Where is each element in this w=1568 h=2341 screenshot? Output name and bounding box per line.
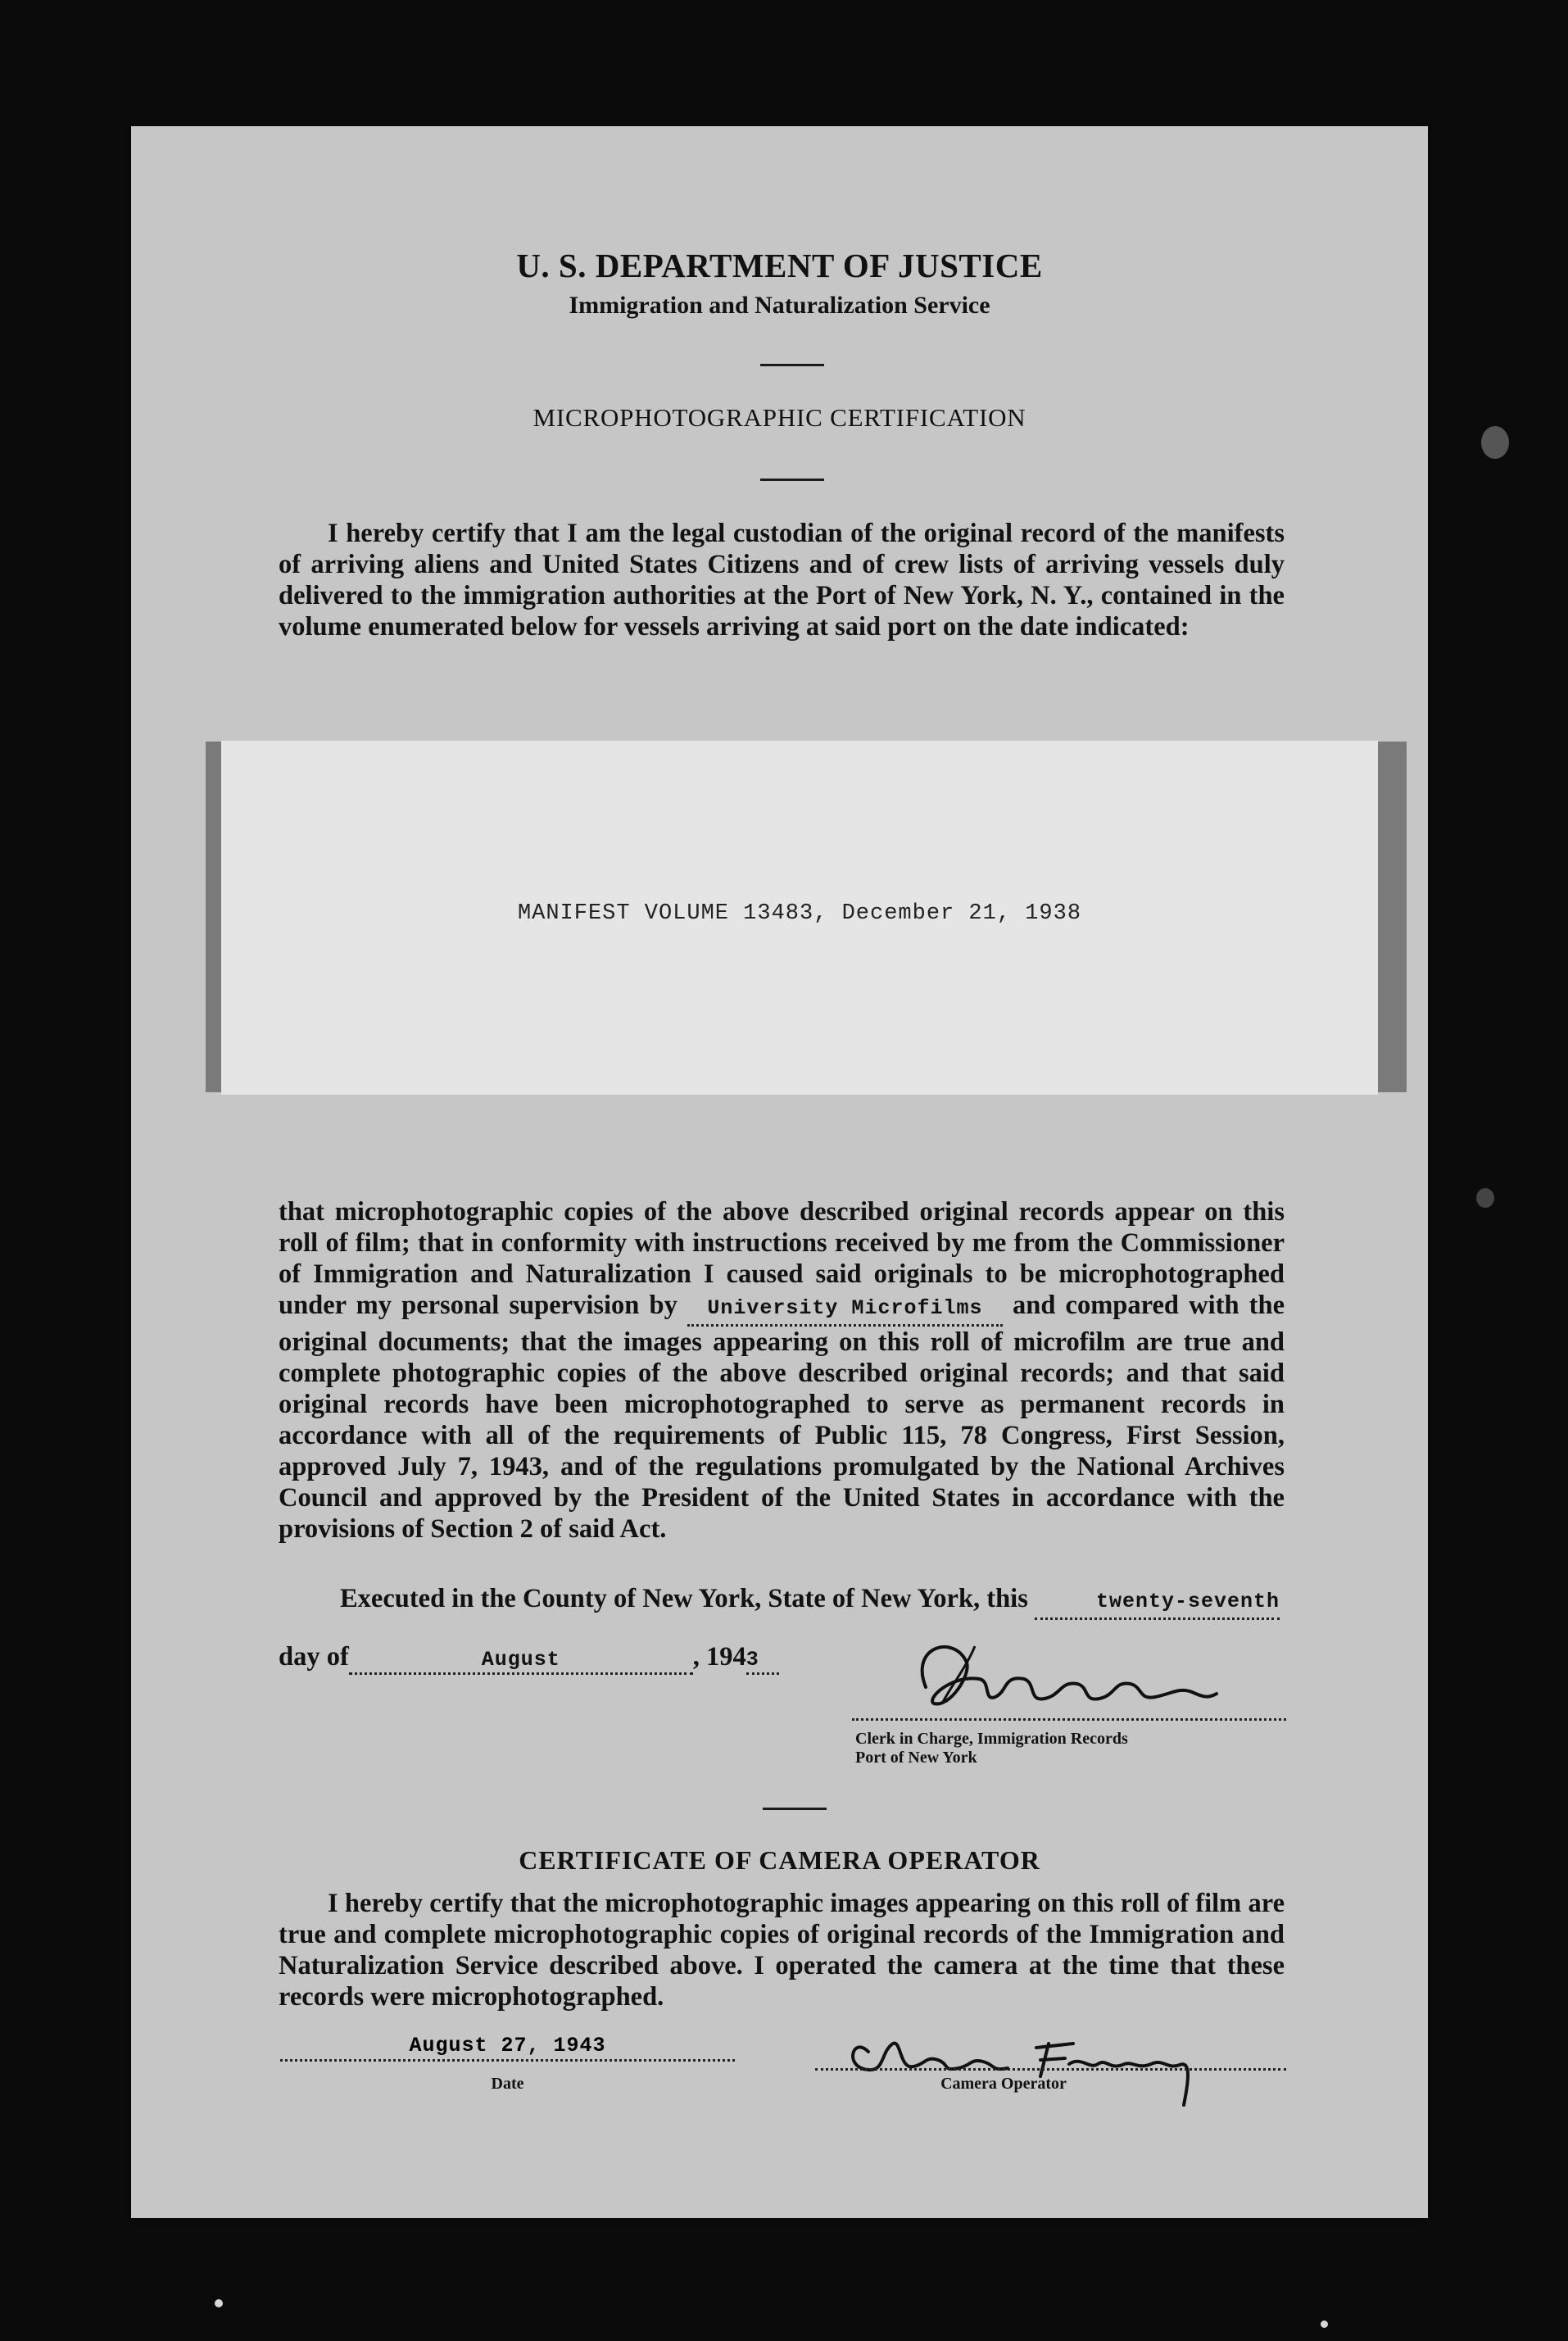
- month-value: August: [481, 1648, 560, 1672]
- film-speck: [215, 2299, 223, 2307]
- microfilm-company-field: [687, 1290, 1003, 1327]
- manifest-volume-text: MANIFEST VOLUME 13483, December 21, 1938: [517, 901, 1082, 926]
- year-digit: 3: [745, 1648, 759, 1672]
- day-of-label: day of: [279, 1642, 349, 1672]
- month-field: [349, 1642, 693, 1675]
- camera-operator-title: CERTIFICATE OF CAMERA OPERATOR: [519, 1845, 1040, 1875]
- clerk-signature-line: [852, 1718, 1286, 1721]
- department-heading: U. S. DEPARTMENT OF JUSTICE: [516, 247, 1043, 284]
- body-text-part1: that microphotographic copies of the above described original records appear on this roll of film; that in conformity with instructions received by me from the Commissioner of Immigration and Naturalization I caused said originals to be microphotographed under my personal supervision by: [279, 1197, 1285, 1320]
- microfilm-company-value: University Microfilms: [707, 1296, 983, 1320]
- camera-operator-signature: [836, 2019, 1262, 2109]
- date-label: Date: [491, 2075, 524, 2093]
- film-speck: [1321, 2321, 1328, 2328]
- clerk-signature: [893, 1630, 1319, 1720]
- executed-line: [279, 1583, 1285, 1620]
- day-value: twenty-seventh: [1095, 1590, 1280, 1613]
- year-prefix: , 194: [692, 1642, 746, 1672]
- operator-date-field: [280, 2034, 735, 2062]
- day-field: [1035, 1583, 1280, 1620]
- clerk-title-line1: Clerk in Charge, Immigration Records: [855, 1730, 1128, 1748]
- divider: [760, 479, 824, 481]
- divider: [760, 364, 824, 366]
- executed-text: Executed in the County of New York, State of New York, this: [340, 1584, 1028, 1613]
- film-speck: [1476, 1188, 1494, 1208]
- camera-operator-label: Camera Operator: [940, 2075, 1067, 2093]
- intro-paragraph: I hereby certify that I am the legal custodian of the original record of the manifests of arriving aliens and United States Citizens and of crew lists of arriving vessels duly delivered to the immigration authorities at the Port of New York, N. Y., contained in the volume enumerated below for vessels arriving at said port on the date indicated:: [279, 519, 1285, 642]
- certificate-page: [131, 126, 1428, 2218]
- certification-body: [279, 1196, 1285, 1545]
- year-field: [746, 1642, 779, 1675]
- certification-title: MICROPHOTOGRAPHIC CERTIFICATION: [532, 403, 1026, 432]
- operator-date-value: August 27, 1943: [409, 2034, 606, 2057]
- clerk-title: [855, 1730, 1128, 1767]
- operator-signature-line: [815, 2068, 1286, 2071]
- divider: [763, 1808, 827, 1810]
- volume-slip: [221, 741, 1378, 1095]
- clerk-title-line2: Port of New York: [855, 1749, 977, 1767]
- body-text-part2: and compared with the original documents; that the images appearing on this roll of microfilm are true and complete photographic copies of the above described original records; and that said original records have been microphotographed to serve as permanent records in accordance with all of the requirements of Public 115, 78 Congress, First Session, approved July 7, 1943, and of the regulations promulgated by the National Archives Council and approved by the President of the United States in accordance with the provisions of Section 2 of said Act.: [279, 1291, 1285, 1544]
- camera-operator-paragraph: I hereby certify that the microphotographic images appearing on this roll of film are true and complete microphotographic copies of original records of the Immigration and Naturalization Service described above. I operated the camera at the time that these records were microphotographed.: [279, 1889, 1285, 2012]
- film-speck: [1481, 426, 1509, 459]
- date-of-execution: [279, 1642, 779, 1675]
- service-subheading: Immigration and Naturalization Service: [569, 292, 990, 319]
